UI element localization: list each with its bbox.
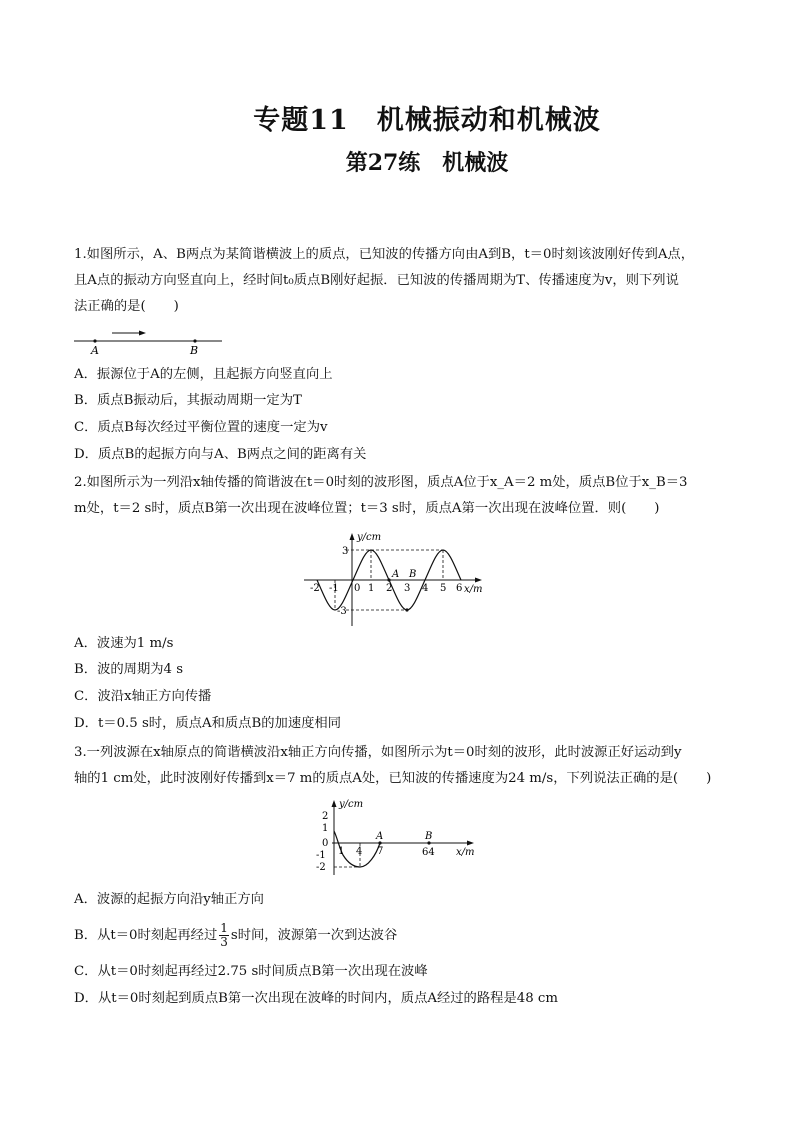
q2-option-d: D．t＝0.5 s时，质点A和质点B的加速度相同	[74, 716, 342, 731]
question-3-line-2: 轴的1 cm处，此时波刚好传播到x＝7 m的质点A处，已知波的传播速度为24 m/s，下列说法正确的是(	[74, 771, 679, 786]
q3-option-c: C．从t＝0时刻起再经过2.75 s时间质点B第一次出现在波峰	[74, 964, 428, 979]
q2-x-tick-4: 4	[422, 583, 429, 594]
question-2-wave-figure	[300, 528, 500, 628]
q2-point-a	[387, 578, 390, 581]
q2-y-label: y/cm	[357, 532, 382, 543]
q3-option-a: A．波源的起振方向沿y轴正方向	[74, 892, 264, 907]
question-3-line-1: 3.一列波源在x轴原点的简谐横波沿x轴正方向传播，如图所示为t＝0时刻的波形，此时波源正好运动到y	[74, 745, 682, 760]
page-title: 专题11 机械振动和机械波	[253, 105, 601, 136]
q1-option-a: A．振源位于A的左侧，且起振方向竖直向上	[74, 367, 333, 382]
q3-x-tick-4: 4	[356, 846, 363, 857]
q3-x-arrow	[467, 841, 474, 846]
q3-label-b: B	[425, 831, 433, 842]
q2-label-b: B	[409, 569, 417, 580]
q3-y-arrow	[332, 800, 337, 807]
q1-option-d: D．质点B的起振方向与A、B两点之间的距离有关	[74, 447, 367, 462]
q2-y-tick-3: 3	[342, 546, 349, 557]
q3-y-label: y/cm	[339, 799, 364, 810]
q3-option-b	[74, 922, 397, 949]
question-1-line-1: 1.如图所示，A、B两点为某简谐横波上的质点，已知波的传播方向由A到B，t＝0时刻该波刚好传到A点，	[74, 247, 695, 262]
q2-y-arrow	[350, 533, 355, 540]
q1-option-c: C．质点B每次经过平衡位置的速度一定为v	[74, 420, 328, 435]
q1-label-a: A	[91, 344, 99, 357]
q3-option-b-text-after: s时间，波源第一次到达波谷	[230, 928, 398, 943]
fraction-numerator: 1	[220, 921, 228, 935]
q2-x-arrow	[475, 578, 482, 583]
q2-x-label: x/m	[464, 584, 483, 595]
question-3-stem	[74, 740, 726, 792]
question-2-line-2: m处，t＝2 s时，质点B第一次出现在波峰位置；t＝3 s时，质点A第一次出现在波峰位置．则(	[74, 501, 627, 516]
q2-label-a: A	[392, 569, 400, 580]
fraction-one-third	[219, 922, 229, 949]
fraction-denominator: 3	[220, 935, 228, 949]
q2-x-tick-3: 3	[404, 583, 411, 594]
question-2-close-paren: )	[654, 501, 660, 516]
q2-x-tick-0: 0	[354, 583, 361, 594]
question-1-close-paren: )	[173, 299, 179, 314]
question-3-wave-figure	[312, 797, 482, 879]
q1-arrow-head	[139, 331, 146, 336]
q2-option-a: A．波速为1 m/s	[74, 636, 174, 651]
question-1-line-3: 法正确的是(	[74, 299, 146, 314]
q3-option-b-text-before: B．从t＝0时刻起再经过	[74, 928, 218, 943]
q2-x-tick-neg2: -2	[310, 583, 320, 594]
q3-option-d: D．从t＝0时刻起到质点B第一次出现在波峰的时间内，质点A经过的路程是48 cm	[74, 991, 558, 1006]
q3-label-a: A	[376, 831, 384, 842]
q3-y-tick-1: 1	[322, 823, 329, 834]
q1-point-a	[93, 339, 96, 342]
q3-x-tick-1: 1	[338, 846, 345, 857]
q2-option-b: B．波的周期为4 s	[74, 662, 184, 677]
q2-option-c: C．波沿x轴正方向传播	[74, 689, 212, 704]
q3-x-label: x/m	[456, 847, 475, 858]
question-1-line-2: 且A点的振动方向竖直向上，经时间t₀质点B刚好起振．已知波的传播周期为T、传播速度为v，则下列说	[74, 273, 679, 288]
q2-x-tick-neg1: -1	[329, 583, 339, 594]
q2-y-tick-neg3: -3	[337, 606, 347, 617]
q2-x-tick-5: 5	[440, 583, 447, 594]
question-1-figure	[70, 326, 230, 358]
question-1-stem	[74, 242, 726, 320]
q3-x-tick-7: 7	[377, 846, 384, 857]
question-2-line-1: 2.如图所示为一列沿x轴传播的简谐波在t＝0时刻的波形图，质点A位于x_A＝2 m处，质点B位于x_B＝3	[74, 475, 688, 490]
q3-y-tick-neg2: -2	[316, 862, 326, 873]
q2-x-tick-2: 2	[386, 583, 393, 594]
question-2-stem	[74, 470, 726, 522]
q2-x-tick-6: 6	[456, 583, 463, 594]
q3-y-tick-0: 0	[322, 838, 329, 849]
q2-point-b	[405, 608, 408, 611]
q1-label-b: B	[190, 344, 199, 357]
q3-x-tick-64: 64	[422, 847, 435, 858]
q3-y-tick-2: 2	[322, 811, 329, 822]
question-3-close-paren: )	[706, 771, 712, 786]
q1-point-b	[193, 339, 196, 342]
page-subtitle: 第27练 机械波	[345, 150, 509, 176]
q1-option-b: B．质点B振动后，其振动周期一定为T	[74, 393, 302, 408]
q3-y-tick-neg1: -1	[316, 850, 326, 861]
q2-x-tick-1: 1	[368, 583, 375, 594]
